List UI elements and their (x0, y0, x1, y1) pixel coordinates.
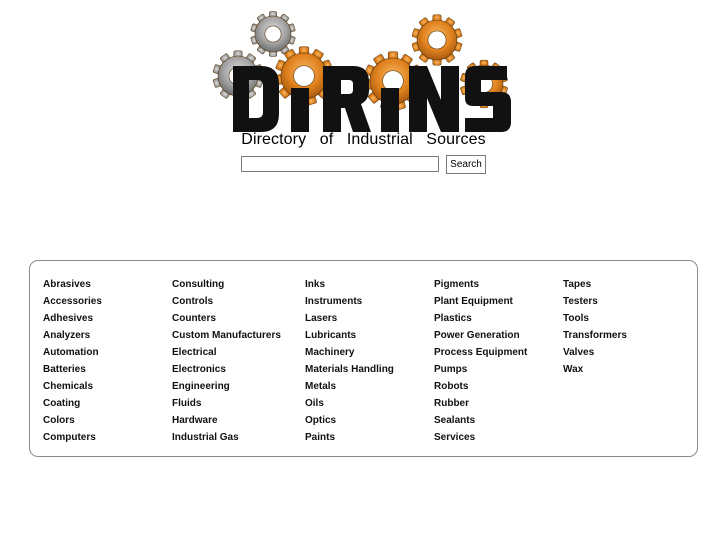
directory-item (563, 310, 627, 327)
directory-item (434, 276, 527, 293)
category-link[interactable]: Instruments (305, 296, 363, 307)
category-link[interactable]: Automation (43, 347, 99, 358)
category-link[interactable]: Testers (563, 296, 598, 307)
logo-letter (291, 88, 309, 132)
directory-item (43, 344, 102, 361)
logo-letter (233, 66, 279, 132)
logo-letter (323, 66, 371, 132)
category-link[interactable]: Computers (43, 432, 96, 443)
directory-item (43, 429, 102, 446)
category-link[interactable]: Metals (305, 381, 337, 392)
directory-item (43, 327, 102, 344)
category-link[interactable]: Chemicals (43, 381, 94, 392)
category-link[interactable]: Abrasives (43, 279, 91, 290)
logo-letter (381, 88, 399, 132)
category-link[interactable]: Robots (434, 381, 469, 392)
category-link[interactable]: Electrical (172, 347, 217, 358)
category-link[interactable]: Engineering (172, 381, 230, 392)
category-link[interactable]: Colors (43, 415, 75, 426)
directory-column-3 (305, 276, 394, 446)
directory-item (43, 310, 102, 327)
directory-item (172, 276, 281, 293)
category-link[interactable]: Tapes (563, 279, 592, 290)
directory-item (172, 395, 281, 412)
category-link[interactable]: Industrial Gas (172, 432, 239, 443)
directory-item (305, 378, 394, 395)
category-link[interactable]: Oils (305, 398, 324, 409)
directory-item (563, 327, 627, 344)
category-link[interactable]: Controls (172, 296, 214, 307)
directory-item (563, 344, 627, 361)
category-link[interactable]: Lubricants (305, 330, 357, 341)
category-link[interactable]: Analyzers (43, 330, 91, 341)
directory-item (305, 293, 394, 310)
directory-item (305, 361, 394, 378)
directory-item (434, 327, 527, 344)
logo-letter (409, 66, 459, 132)
category-link[interactable]: Rubber (434, 398, 469, 409)
category-link[interactable]: Process Equipment (434, 347, 528, 358)
category-link[interactable]: Electronics (172, 364, 226, 375)
category-link[interactable]: Tools (563, 313, 589, 324)
directory-item (434, 344, 527, 361)
category-link[interactable]: Power Generation (434, 330, 520, 341)
category-link[interactable]: Batteries (43, 364, 86, 375)
directory-item (434, 361, 527, 378)
category-link[interactable]: Paints (305, 432, 336, 443)
directory-item (172, 310, 281, 327)
directory-item (434, 310, 527, 327)
directory-column-5 (563, 276, 627, 378)
directory-item (563, 361, 627, 378)
category-link[interactable]: Pigments (434, 279, 480, 290)
category-link[interactable]: Hardware (172, 415, 218, 426)
directory-item (43, 378, 102, 395)
category-link[interactable]: Transformers (563, 330, 627, 341)
directory-item (172, 429, 281, 446)
directory-column-4 (434, 276, 527, 446)
directory-column-2 (172, 276, 281, 446)
directory-item (305, 395, 394, 412)
directory-item (172, 378, 281, 395)
directory-item (305, 310, 394, 327)
category-link[interactable]: Custom Manufacturers (172, 330, 281, 341)
category-link[interactable]: Machinery (305, 347, 355, 358)
category-link[interactable]: Valves (563, 347, 595, 358)
directory-item (305, 412, 394, 429)
category-link[interactable]: Materials Handling (305, 364, 394, 375)
category-link[interactable]: Counters (172, 313, 216, 324)
directory-item (172, 293, 281, 310)
directory-item (43, 412, 102, 429)
search-button[interactable]: Search (446, 155, 486, 174)
category-link[interactable]: Accessories (43, 296, 102, 307)
category-link[interactable]: Wax (563, 364, 584, 375)
directory-item (43, 361, 102, 378)
logo-letter (465, 66, 511, 132)
category-link[interactable]: Fluids (172, 398, 202, 409)
directory-item (172, 361, 281, 378)
category-link[interactable]: Adhesives (43, 313, 94, 324)
category-link[interactable]: Optics (305, 415, 337, 426)
gear-icon (412, 15, 463, 65)
directory-item (172, 344, 281, 361)
directory-item (434, 412, 527, 429)
directory-item (434, 429, 527, 446)
directory-item (305, 276, 394, 293)
category-link[interactable]: Lasers (305, 313, 338, 324)
directory-item (434, 378, 527, 395)
site-logo[interactable] (205, 4, 523, 136)
directory-item (43, 276, 102, 293)
directory-item (563, 293, 627, 310)
directory-item (43, 293, 102, 310)
category-directory (29, 260, 698, 457)
directory-item (43, 395, 102, 412)
category-link[interactable]: Services (434, 432, 476, 443)
directory-item (434, 395, 527, 412)
directory-item (172, 327, 281, 344)
category-link[interactable]: Plant Equipment (434, 296, 513, 307)
directory-column-1 (43, 276, 102, 446)
search-input[interactable] (241, 156, 439, 172)
category-link[interactable]: Sealants (434, 415, 476, 426)
category-link[interactable]: Plastics (434, 313, 472, 324)
category-link[interactable]: Coating (43, 398, 81, 409)
directory-item (172, 412, 281, 429)
category-link[interactable]: Pumps (434, 364, 468, 375)
gear-icon (250, 12, 295, 57)
site-tagline: Directory of Industrial Sources (241, 131, 486, 148)
directory-item (305, 327, 394, 344)
directory-item (563, 276, 627, 293)
category-link[interactable]: Inks (305, 279, 326, 290)
directory-item (305, 344, 394, 361)
category-link[interactable]: Consulting (172, 279, 225, 290)
directory-item (305, 429, 394, 446)
directory-item (434, 293, 527, 310)
